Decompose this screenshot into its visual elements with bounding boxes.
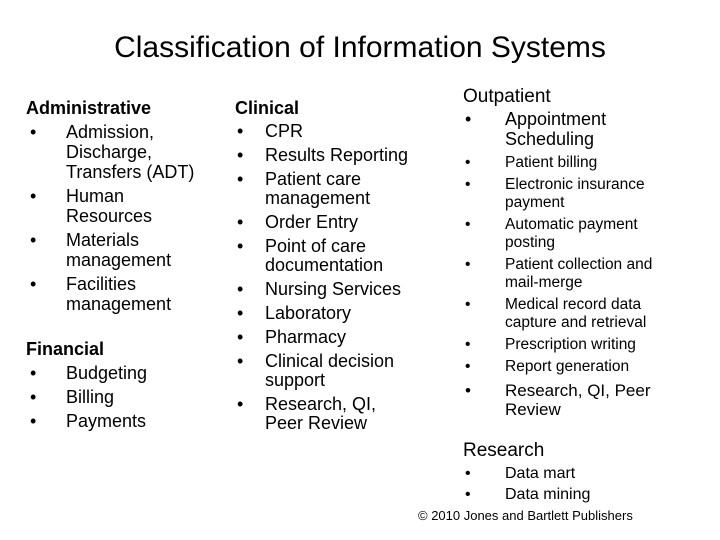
outpatient-list [463,109,652,419]
list-item [463,358,652,376]
item-line: Billing [66,387,115,407]
bullet: • [30,230,37,250]
bullet: • [30,122,37,142]
bullet: • [465,256,471,273]
list-item [235,328,408,347]
clinical-section [235,98,408,433]
item-line: Results Reporting [265,145,409,165]
item-line: Research, QI, Peer [505,381,651,400]
bullet: • [465,465,471,482]
bullet: • [237,394,244,414]
item-line: Transfers (ADT) [66,162,195,182]
list-item [235,304,408,323]
list-item [463,216,652,252]
bullet: • [237,236,244,256]
item-line: Patient billing [505,154,598,171]
list-item [26,230,194,270]
item-line: Clinical decision [265,351,395,371]
list-item [463,176,652,212]
item-line: Automatic payment [505,216,638,233]
item-line: Order Entry [265,212,359,232]
item-line: management [265,188,371,208]
item-line: management [66,250,172,270]
item-line: Discharge, [66,142,153,162]
research-section [463,441,590,504]
bullet: • [237,145,244,165]
research-heading: Research [463,440,545,461]
list-item [463,109,652,149]
item-line: Peer Review [265,413,368,433]
financial-heading: Financial [26,339,105,359]
item-line: Materials [66,230,140,250]
item-line: Payments [66,411,147,431]
administrative-heading: Administrative [26,98,152,118]
item-line: Human [66,186,125,206]
item-line: posting [505,234,555,251]
item-line: Prescription writing [505,336,636,353]
list-item [463,465,590,483]
item-line: Nursing Services [265,279,402,299]
item-line: mail-merge [505,274,583,291]
administrative-section [26,98,194,314]
bullet: • [237,212,244,232]
list-item [235,213,408,232]
item-line: Medical record data [505,296,642,313]
bullet: • [465,154,471,171]
item-line: Data mart [505,465,576,482]
item-line: capture and retrieval [505,314,647,331]
list-item [235,146,408,165]
list-item [235,237,408,275]
clinical-list [235,122,408,433]
bullet: • [465,109,472,129]
bullet: • [465,216,471,233]
outpatient-section [463,87,652,419]
list-item [235,395,408,433]
list-item [26,411,147,431]
item-line: CPR [265,121,304,141]
bullet: • [30,274,37,294]
bullet: • [237,279,244,299]
bullet: • [465,358,471,375]
bullet: • [465,486,471,503]
list-item [26,122,194,182]
list-item [26,186,194,226]
list-item [235,280,408,299]
item-line: Patient collection and [505,256,653,273]
bullet: • [237,169,244,189]
list-item [463,296,652,332]
list-item [235,352,408,390]
slide-title: Classification of Information Systems [114,31,606,64]
item-line: Report generation [505,358,630,375]
item-line: Laboratory [265,303,352,323]
item-line: Research, QI, [265,394,377,414]
item-line: Appointment [505,109,607,129]
bullet: • [237,303,244,323]
list-item [235,170,408,208]
clinical-heading: Clinical [235,98,300,118]
item-line: Review [505,400,561,419]
item-line: documentation [265,255,384,275]
item-line: Scheduling [505,129,595,149]
bullet: • [465,381,471,400]
bullet: • [237,351,244,371]
financial-section [26,339,147,431]
list-item [26,363,147,383]
item-line: Facilities [66,274,137,294]
item-line: Budgeting [66,363,148,383]
financial-list [26,363,147,431]
bullet: • [237,121,244,141]
item-line: Patient care [265,169,362,189]
bullet: • [30,387,37,407]
item-line: Electronic insurance [505,176,645,193]
bullet: • [465,336,471,353]
list-item [26,387,147,407]
bullet: • [30,363,37,383]
bullet: • [30,186,37,206]
item-line: support [265,370,326,390]
list-item [235,122,408,141]
bullet: • [237,327,244,347]
list-item [463,336,652,354]
list-item [463,256,652,292]
bullet: • [30,411,37,431]
item-line: Point of care [265,236,367,256]
outpatient-heading: Outpatient [463,86,551,107]
list-item [26,274,194,314]
item-line: Pharmacy [265,327,347,347]
item-line: Data mining [505,486,591,503]
item-line: Admission, [66,122,155,142]
list-item [463,486,590,504]
item-line: payment [505,194,565,211]
bullet: • [465,176,471,193]
bullet: • [465,296,471,313]
list-item [463,381,652,419]
item-line: Resources [66,206,153,226]
item-line: management [66,294,172,314]
copyright-notice: © 2010 Jones and Bartlett Publishers [418,508,633,523]
list-item [463,154,652,172]
administrative-list [26,122,194,314]
research-list [463,465,590,504]
